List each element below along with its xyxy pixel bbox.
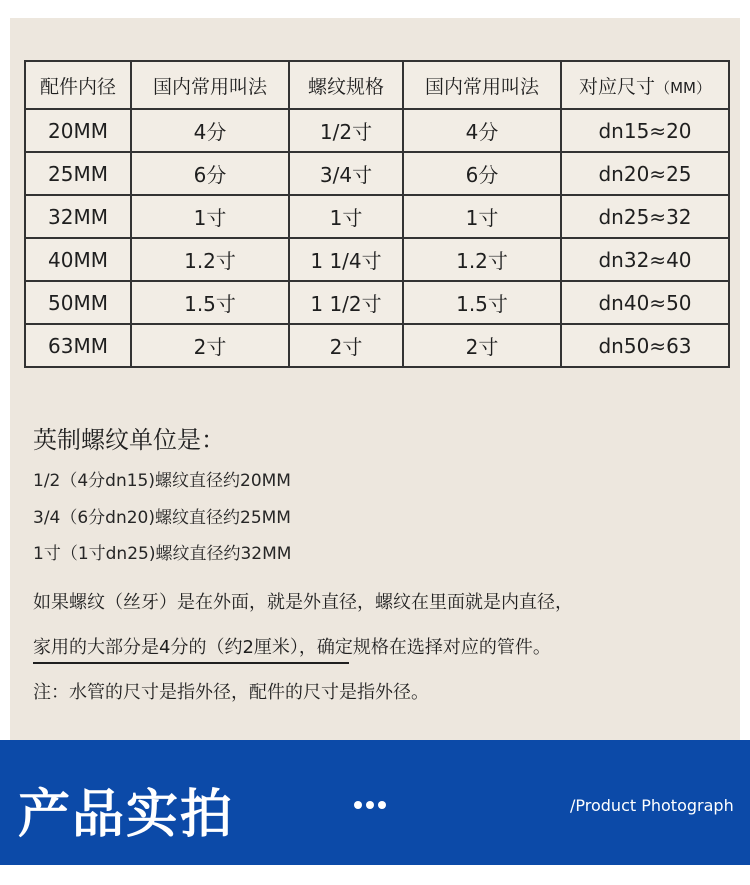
table-cell: 2寸 [131,324,289,367]
table-row [25,195,729,238]
table-row [25,324,729,367]
table-cell: 6分 [131,152,289,195]
table-row [25,152,729,195]
table-cell: 2寸 [403,324,561,367]
header-size-unit: （MM） [655,78,711,97]
table-cell: 50MM [25,281,131,324]
header-common-name: 国内常用叫法 [131,61,289,109]
table-cell: 1寸 [289,195,403,238]
table-cell: 4分 [403,109,561,152]
table-cell: 63MM [25,324,131,367]
table-cell: 32MM [25,195,131,238]
table-cell: 1.5寸 [403,281,561,324]
header-size [561,61,729,109]
table-cell: dn40≈50 [561,281,729,324]
table-cell: 4分 [131,109,289,152]
dots-icon [354,795,394,815]
banner-subtitle: /Product Photograph [570,796,734,815]
table-cell: 1寸 [403,195,561,238]
header-thread-spec: 螺纹规格 [289,61,403,109]
emphasis-underline [33,662,349,664]
table-cell: 1/2寸 [289,109,403,152]
table-cell: 6分 [403,152,561,195]
table-cell: dn25≈32 [561,195,729,238]
table-cell: 25MM [25,152,131,195]
table-cell: 20MM [25,109,131,152]
note-line: 3/4（6分dn20)螺纹直径约25MM [33,508,291,528]
header-size-label: 对应尺寸 [579,75,656,98]
header-common-name-2: 国内常用叫法 [403,61,561,109]
table-cell: 3/4寸 [289,152,403,195]
table-row [25,281,729,324]
household-text: 家用的大部分是4分的（约2厘米），确定规格在选择对应的管件。 [33,637,551,658]
note-line: 1寸（1寸dn25)螺纹直径约32MM [33,544,292,564]
table-header-row [25,61,729,109]
footnote-text: 注：水管的尺寸是指外径，配件的尺寸是指外径。 [33,682,429,703]
table-cell: 1.2寸 [131,238,289,281]
table-cell: 1寸 [131,195,289,238]
table-row [25,238,729,281]
table-cell: 1.5寸 [131,281,289,324]
header-inner-diameter: 配件内径 [25,61,131,109]
table-cell: dn50≈63 [561,324,729,367]
spec-table [24,60,730,368]
note-line: 1/2（4分dn15)螺纹直径约20MM [33,471,291,491]
explanation-text: 如果螺纹（丝牙）是在外面，就是外直径，螺纹在里面就是内直径， [33,592,573,613]
table-cell: 2寸 [289,324,403,367]
table-cell: 1 1/2寸 [289,281,403,324]
table-cell: dn32≈40 [561,238,729,281]
notes-heading: 英制螺纹单位是： [33,426,225,454]
table-row [25,109,729,152]
table-cell: 1.2寸 [403,238,561,281]
table-cell: 40MM [25,238,131,281]
table-cell: dn15≈20 [561,109,729,152]
table-cell: 1 1/4寸 [289,238,403,281]
banner-title: 产品实拍 [18,785,235,845]
table-cell: dn20≈25 [561,152,729,195]
